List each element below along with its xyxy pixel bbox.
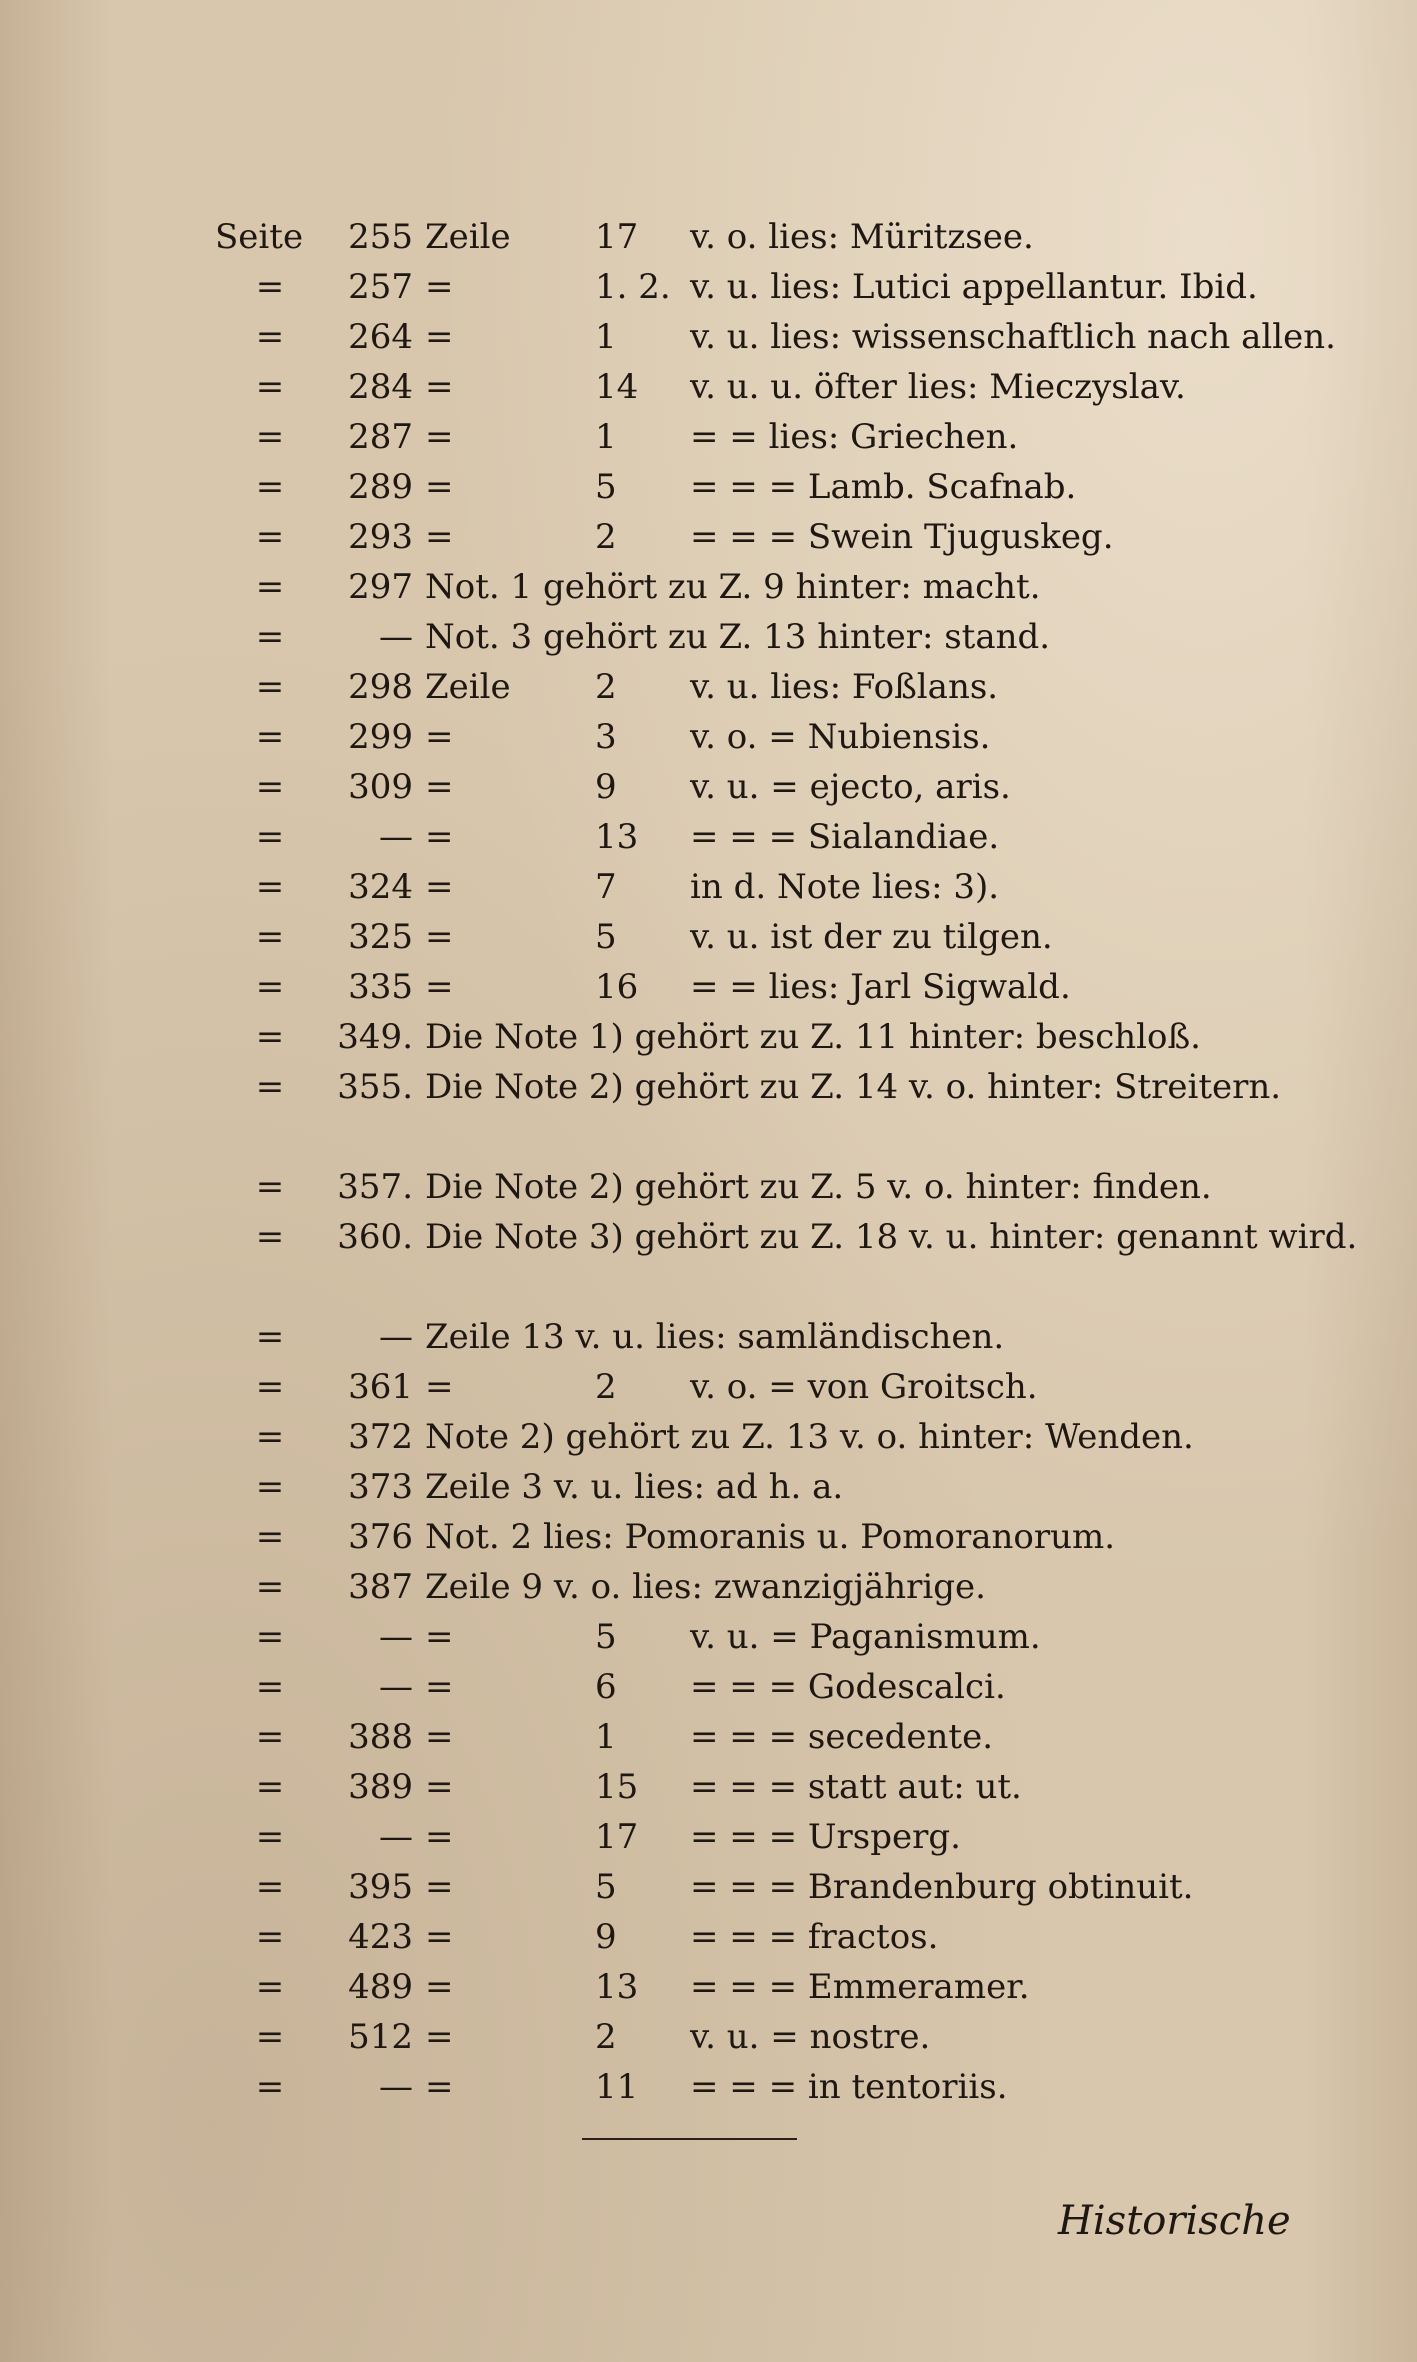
- errata-entry: [215, 1462, 1295, 1512]
- errata-entry: [215, 662, 1295, 712]
- entry-correction: Zeile 13 v. u. lies: samländischen.: [425, 1317, 1005, 1357]
- entry-page-number: 297: [348, 567, 413, 607]
- entry-page-number: 512: [348, 2017, 413, 2057]
- entry-correction: v. u. lies: wissenschaftlich nach allen.: [690, 317, 1336, 357]
- entry-zeile: =: [425, 267, 454, 307]
- errata-entry: [215, 1612, 1295, 1662]
- entry-line-number: 2: [595, 667, 617, 707]
- catchword: Historische: [1058, 2198, 1291, 2244]
- entry-page-number: 372: [348, 1417, 413, 1457]
- errata-entry: [215, 2062, 1295, 2112]
- ditto-mark: =: [255, 1317, 285, 1357]
- ditto-mark: =: [255, 267, 285, 307]
- entry-correction: = = = Godescalci.: [690, 1667, 1006, 1707]
- ditto-mark: =: [255, 1367, 285, 1407]
- ditto-mark: =: [255, 1767, 285, 1807]
- entry-correction: = = lies: Jarl Sigwald.: [690, 967, 1071, 1007]
- entry-correction: v. u. lies: Lutici appellantur. Ibid.: [690, 267, 1258, 307]
- entry-page-number: 361: [348, 1367, 413, 1407]
- entry-correction: = = = Swein Tjuguskeg.: [690, 517, 1114, 557]
- entry-page-number: 293: [348, 517, 413, 557]
- entry-correction: v. u. = ejecto, aris.: [690, 767, 1011, 807]
- errata-entry: [215, 412, 1295, 462]
- ditto-mark: =: [255, 667, 285, 707]
- errata-entry: [215, 362, 1295, 412]
- entry-page-number: 299: [348, 717, 413, 757]
- ditto-mark: =: [255, 1217, 285, 1257]
- entry-correction: v. o. = von Groitsch.: [690, 1367, 1038, 1407]
- errata-entry: [215, 1412, 1295, 1462]
- ditto-mark: =: [255, 467, 285, 507]
- errata-entry: [215, 912, 1295, 962]
- entry-line-number: 5: [595, 917, 617, 957]
- ditto-mark: =: [255, 917, 285, 957]
- entry-line-number: 9: [595, 1917, 617, 1957]
- errata-entry: [215, 1312, 1295, 1362]
- ditto-mark: =: [255, 817, 285, 857]
- entry-line-number: 11: [595, 2067, 639, 2107]
- entry-page-number: 309: [348, 767, 413, 807]
- entry-zeile: =: [425, 967, 454, 1007]
- entry-zeile: =: [425, 417, 454, 457]
- errata-entry: [215, 462, 1295, 512]
- entry-line-number: 9: [595, 767, 617, 807]
- errata-entry: [215, 1862, 1295, 1912]
- entry-zeile: =: [425, 1367, 454, 1407]
- entry-page-number: 324: [348, 867, 413, 907]
- entry-prefix: Seite: [215, 217, 304, 257]
- ditto-mark: =: [255, 1417, 285, 1457]
- ditto-mark: =: [255, 1467, 285, 1507]
- entry-page-number: 325: [348, 917, 413, 957]
- entry-zeile: Zeile: [425, 667, 511, 707]
- entry-page-number: 357.: [337, 1167, 413, 1207]
- entry-correction: Not. 3 gehört zu Z. 13 hinter: stand.: [425, 617, 1051, 657]
- ditto-mark: =: [255, 1817, 285, 1857]
- ditto-mark: =: [255, 417, 285, 457]
- ditto-mark: =: [255, 767, 285, 807]
- ditto-mark: =: [255, 1517, 285, 1557]
- errata-entry: [215, 1212, 1358, 1312]
- entry-correction: = = = statt aut: ut.: [690, 1767, 1022, 1807]
- errata-list: [215, 212, 1358, 2112]
- entry-zeile: =: [425, 1917, 454, 1957]
- entry-page-number: 335: [348, 967, 413, 1007]
- errata-entry: [215, 212, 1295, 262]
- entry-zeile: =: [425, 1617, 454, 1657]
- ditto-mark: =: [255, 1867, 285, 1907]
- ditto-mark: =: [255, 367, 285, 407]
- entry-page-number: 489: [348, 1967, 413, 2007]
- ditto-mark: =: [255, 2017, 285, 2057]
- entry-page-number: —: [379, 817, 413, 857]
- entry-line-number: 7: [595, 867, 617, 907]
- entry-page-number: 388: [348, 1717, 413, 1757]
- errata-entry: [215, 2012, 1295, 2062]
- entry-page-number: —: [379, 1817, 413, 1857]
- errata-entry: [215, 1012, 1295, 1062]
- entry-zeile: =: [425, 817, 454, 857]
- entry-zeile: =: [425, 2067, 454, 2107]
- ditto-mark: =: [255, 717, 285, 757]
- errata-entry: [215, 512, 1295, 562]
- entry-correction: Die Note 2) gehört zu Z. 5 v. o. hinter: finden.: [425, 1167, 1212, 1207]
- entry-zeile: =: [425, 1667, 454, 1707]
- entry-zeile: =: [425, 317, 454, 357]
- entry-correction: Note 2) gehört zu Z. 13 v. o. hinter: Wenden.: [425, 1417, 1194, 1457]
- errata-entry: [215, 1762, 1295, 1812]
- entry-page-number: 395: [348, 1867, 413, 1907]
- ditto-mark: =: [255, 1917, 285, 1957]
- entry-line-number: 5: [595, 1617, 617, 1657]
- ditto-mark: =: [255, 567, 285, 607]
- ditto-mark: =: [255, 617, 285, 657]
- errata-entry: [215, 612, 1295, 662]
- ditto-mark: =: [255, 1617, 285, 1657]
- entry-zeile: =: [425, 1767, 454, 1807]
- entry-correction: v. u. ist der zu tilgen.: [690, 917, 1053, 957]
- entry-page-number: 264: [348, 317, 413, 357]
- errata-entry: [215, 562, 1295, 612]
- entry-page-number: 355.: [337, 1067, 413, 1107]
- entry-page-number: 376: [348, 1517, 413, 1557]
- errata-entry: [215, 312, 1336, 362]
- errata-entry: [215, 1912, 1295, 1962]
- entry-line-number: 1: [595, 417, 617, 457]
- errata-entry: [215, 1162, 1295, 1212]
- entry-page-number: 389: [348, 1767, 413, 1807]
- entry-page-number: 284: [348, 367, 413, 407]
- errata-entry: [215, 1362, 1295, 1412]
- errata-entry: [215, 1512, 1295, 1562]
- entry-correction: = = = Sialandiae.: [690, 817, 1000, 857]
- entry-line-number: 17: [595, 217, 639, 257]
- ditto-mark: =: [255, 1067, 285, 1107]
- entry-zeile: =: [425, 917, 454, 957]
- entry-line-number: 3: [595, 717, 617, 757]
- entry-correction: v. o. lies: Müritzsee.: [690, 217, 1034, 257]
- entry-line-number: 1: [595, 317, 617, 357]
- ditto-mark: =: [255, 317, 285, 357]
- entry-zeile: =: [425, 367, 454, 407]
- entry-zeile: Zeile: [425, 217, 511, 257]
- errata-entry: [215, 862, 1295, 912]
- entry-line-number: 2: [595, 2017, 617, 2057]
- entry-correction: Die Note 2) gehört zu Z. 14 v. o. hinter: Streitern.: [425, 1067, 1282, 1107]
- entry-page-number: 373: [348, 1467, 413, 1507]
- entry-page-number: —: [379, 1317, 413, 1357]
- entry-line-number: 13: [595, 1967, 639, 2007]
- entry-line-number: 5: [595, 467, 617, 507]
- entry-zeile: =: [425, 767, 454, 807]
- entry-correction: Zeile 9 v. o. lies: zwanzigjährige.: [425, 1567, 986, 1607]
- entry-correction: = = = in tentoriis.: [690, 2067, 1008, 2107]
- entry-line-number: 2: [595, 1367, 617, 1407]
- errata-entry: [215, 262, 1295, 312]
- ditto-mark: =: [255, 967, 285, 1007]
- entry-page-number: 289: [348, 467, 413, 507]
- errata-entry: [215, 812, 1295, 862]
- entry-zeile: =: [425, 467, 454, 507]
- ditto-mark: =: [255, 1567, 285, 1607]
- errata-entry: [215, 1962, 1295, 2012]
- entry-line-number: 2: [595, 517, 617, 557]
- entry-correction: Die Note 1) gehört zu Z. 11 hinter: beschloß.: [425, 1017, 1201, 1057]
- entry-line-number: 16: [595, 967, 639, 1007]
- entry-correction: v. o. = Nubiensis.: [690, 717, 991, 757]
- entry-page-number: —: [379, 1617, 413, 1657]
- entry-page-number: 423: [348, 1917, 413, 1957]
- entry-correction: Not. 2 lies: Pomoranis u. Pomoranorum.: [425, 1517, 1116, 1557]
- entry-correction: = = = Brandenburg obtinuit.: [690, 1867, 1194, 1907]
- ditto-mark: =: [255, 1167, 285, 1207]
- entry-correction: = = = fractos.: [690, 1917, 939, 1957]
- errata-entry: [215, 1712, 1295, 1762]
- errata-entry: [215, 1662, 1295, 1712]
- entry-zeile: =: [425, 1967, 454, 2007]
- entry-correction: = = = secedente.: [690, 1717, 993, 1757]
- closing-rule: [582, 2138, 797, 2140]
- entry-page-number: 349.: [337, 1017, 413, 1057]
- entry-line-number: 1. 2.: [595, 267, 671, 307]
- entry-zeile: =: [425, 867, 454, 907]
- entry-page-number: 387: [348, 1567, 413, 1607]
- entry-page-number: —: [379, 2067, 413, 2107]
- entry-line-number: 6: [595, 1667, 617, 1707]
- entry-line-number: 1: [595, 1717, 617, 1757]
- entry-line-number: 13: [595, 817, 639, 857]
- entry-correction: = = lies: Griechen.: [690, 417, 1019, 457]
- entry-zeile: =: [425, 1717, 454, 1757]
- ditto-mark: =: [255, 2067, 285, 2107]
- entry-zeile: =: [425, 2017, 454, 2057]
- entry-correction: v. u. = Paganismum.: [690, 1617, 1041, 1657]
- ditto-mark: =: [255, 1667, 285, 1707]
- entry-page-number: 257: [348, 267, 413, 307]
- errata-entry: [215, 712, 1295, 762]
- ditto-mark: =: [255, 517, 285, 557]
- ditto-mark: =: [255, 1017, 285, 1057]
- entry-correction: = = = Ursperg.: [690, 1817, 961, 1857]
- entry-page-number: —: [379, 1667, 413, 1707]
- entry-correction: in d. Note lies: 3).: [690, 867, 1000, 907]
- entry-zeile: =: [425, 717, 454, 757]
- entry-page-number: —: [379, 617, 413, 657]
- entry-line-number: 5: [595, 1867, 617, 1907]
- entry-correction: = = = Emmeramer.: [690, 1967, 1030, 2007]
- entry-correction: v. u. u. öfter lies: Mieczyslav.: [690, 367, 1186, 407]
- entry-page-number: 360.: [337, 1217, 413, 1257]
- entry-correction: v. u. lies: Foßlans.: [690, 667, 999, 707]
- entry-page-number: 298: [348, 667, 413, 707]
- entry-correction: Not. 1 gehört zu Z. 9 hinter: macht.: [425, 567, 1041, 607]
- entry-correction: v. u. = nostre.: [690, 2017, 931, 2057]
- entry-line-number: 15: [595, 1767, 639, 1807]
- ditto-mark: =: [255, 1967, 285, 2007]
- entry-zeile: =: [425, 1867, 454, 1907]
- errata-entry: [215, 962, 1295, 1012]
- errata-entry: [215, 1812, 1295, 1862]
- entry-line-number: 17: [595, 1817, 639, 1857]
- errata-entry: [215, 762, 1295, 812]
- entry-page-number: 255: [348, 217, 413, 257]
- entry-page-number: 287: [348, 417, 413, 457]
- entry-correction: Zeile 3 v. u. lies: ad h. a.: [425, 1467, 844, 1507]
- entry-line-number: 14: [595, 367, 639, 407]
- ditto-mark: =: [255, 1717, 285, 1757]
- entry-correction: = = = Lamb. Scafnab.: [690, 467, 1077, 507]
- entry-correction: Die Note 3) gehört zu Z. 18 v. u. hinter: genannt wird.: [425, 1217, 1358, 1257]
- errata-entry: [215, 1562, 1295, 1612]
- entry-zeile: =: [425, 517, 454, 557]
- errata-entry: [215, 1062, 1295, 1162]
- ditto-mark: =: [255, 867, 285, 907]
- entry-zeile: =: [425, 1817, 454, 1857]
